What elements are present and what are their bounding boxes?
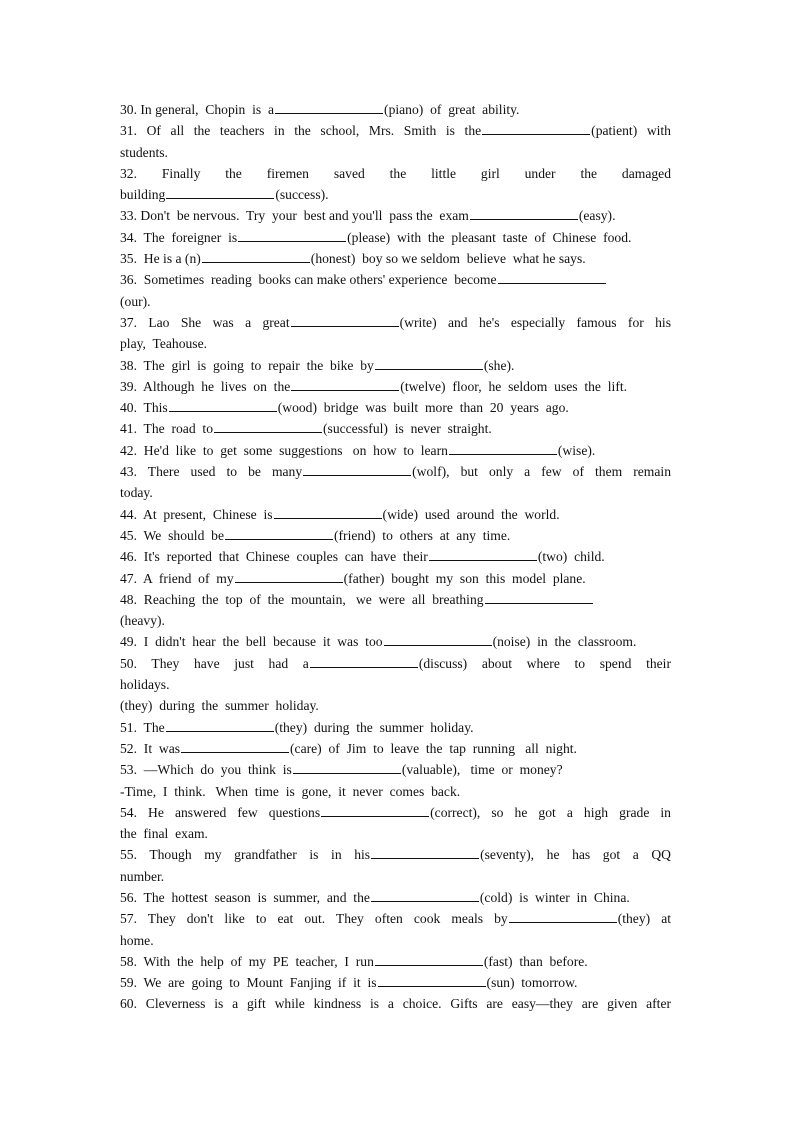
question-text: (easy). — [578, 208, 616, 224]
question-line-q41 — [120, 418, 671, 439]
question-text: students. — [120, 144, 168, 160]
question-line-q49 — [120, 631, 671, 652]
answer-blank[interactable] — [384, 644, 492, 646]
question-line-q32b — [120, 184, 671, 205]
question-text: (discuss) about where to spend their — [418, 655, 671, 671]
question-line-q53b — [120, 781, 671, 802]
question-text: 37. Lao She was a great — [120, 314, 290, 330]
question-line-q59 — [120, 972, 671, 993]
question-text: 48. Reaching the top of the mountain, we were all breathing — [120, 591, 484, 607]
question-line-q44 — [120, 504, 671, 525]
question-line-q43b — [120, 482, 671, 503]
question-line-q36a — [120, 269, 671, 290]
question-text: (successful) is never straight. — [323, 421, 492, 437]
question-text: (our). — [120, 293, 151, 309]
answer-blank[interactable] — [291, 325, 399, 327]
question-line-q50a — [120, 653, 671, 674]
question-text: (twelve) floor, he seldom uses the lift. — [400, 378, 628, 394]
question-text: 46. It's reported that Chinese couples can have their — [120, 549, 428, 565]
question-line-q37b — [120, 333, 671, 354]
question-text: 39. Although he lives on the — [120, 378, 291, 394]
answer-blank[interactable] — [498, 282, 606, 284]
question-text: (friend) to others at any time. — [334, 527, 511, 543]
question-text: 31. Of all the teachers in the school, Mrs. Smith is the — [120, 123, 482, 139]
answer-blank[interactable] — [449, 453, 557, 455]
answer-blank[interactable] — [509, 921, 617, 923]
answer-blank[interactable] — [321, 815, 429, 817]
answer-blank[interactable] — [429, 559, 537, 561]
question-line-q57b — [120, 930, 671, 951]
question-line-q54b — [120, 823, 671, 844]
answer-blank[interactable] — [274, 517, 382, 519]
question-text: 32. Finally the firemen saved the little girl under the damaged — [120, 165, 671, 181]
question-line-q37a — [120, 312, 671, 333]
question-text: home. — [120, 932, 154, 948]
question-text: (wide) used around the world. — [382, 506, 560, 522]
answer-blank[interactable] — [166, 197, 274, 199]
answer-blank[interactable] — [275, 112, 383, 114]
question-text: (she). — [483, 357, 515, 373]
answer-blank[interactable] — [470, 218, 578, 220]
question-text: (wood) bridge was built more than 20 years ago. — [277, 400, 569, 416]
question-text: 35. He is a (n) — [120, 251, 201, 267]
question-line-q51 — [120, 717, 671, 738]
answer-blank[interactable] — [238, 240, 346, 242]
question-text: (they) during the summer holiday. — [120, 698, 319, 714]
question-text: 51. The — [120, 719, 165, 735]
question-line-q57a — [120, 908, 671, 929]
question-text: (please) with the pleasant taste of Chinese food. — [347, 229, 632, 245]
question-text: 58. With the help of my PE teacher, I run — [120, 953, 374, 969]
question-line-q34 — [120, 227, 671, 248]
question-text: (valuable), time or money? — [401, 762, 563, 778]
question-text: (seventy), he has got a QQ — [480, 847, 671, 863]
question-line-q38 — [120, 355, 671, 376]
question-text: 55. Though my grandfather is in his — [120, 847, 371, 863]
answer-blank[interactable] — [181, 751, 289, 753]
question-text: (correct), so he got a high grade in — [430, 804, 671, 820]
question-line-q48b — [120, 610, 671, 631]
question-text: 33. Don't be nervous. Try your best and you'll pass the exam — [120, 208, 469, 224]
question-line-q50c — [120, 695, 671, 716]
question-line-q56 — [120, 887, 671, 908]
question-text: 52. It was — [120, 740, 181, 756]
question-text: (success). — [275, 187, 329, 203]
answer-blank[interactable] — [303, 474, 411, 476]
question-text: 36. Sometimes reading books can make others' experience become — [120, 272, 497, 288]
question-text: (piano) of great ability. — [384, 102, 520, 117]
question-text: 53. —Which do you think is — [120, 762, 292, 778]
question-line-q54a — [120, 802, 671, 823]
answer-blank[interactable] — [293, 772, 401, 774]
question-line-q35 — [120, 248, 671, 269]
question-text: 38. The girl is going to repair the bike by — [120, 357, 374, 373]
question-line-q33 — [120, 205, 671, 226]
answer-blank[interactable] — [375, 964, 483, 966]
question-line-q40 — [120, 397, 671, 418]
question-line-q52 — [120, 738, 671, 759]
question-line-q31a — [120, 120, 671, 141]
answer-blank[interactable] — [375, 368, 483, 370]
answer-blank[interactable] — [225, 538, 333, 540]
question-line-q53a — [120, 759, 671, 780]
question-line-q58 — [120, 951, 671, 972]
question-line-q55b — [120, 866, 671, 887]
question-text: 41. The road to — [120, 421, 213, 437]
question-text: 45. We should be — [120, 527, 224, 543]
question-text: 44. At present, Chinese is — [120, 506, 273, 522]
answer-blank[interactable] — [202, 261, 310, 263]
question-text: (wise). — [557, 442, 596, 458]
question-text: (cold) is winter in China. — [479, 889, 630, 905]
question-text: (patient) with — [591, 123, 671, 139]
question-line-q46 — [120, 546, 671, 567]
question-text: today. — [120, 485, 153, 501]
answer-blank[interactable] — [214, 431, 322, 433]
question-text: (care) of Jim to leave the tap running all night. — [290, 740, 577, 756]
question-text: 49. I didn't hear the bell because it was too — [120, 634, 383, 650]
question-text: 40. This — [120, 400, 168, 416]
question-text: (they) at — [617, 911, 671, 927]
question-text: 56. The hottest season is summer, and the — [120, 889, 370, 905]
question-text: 42. He'd like to get some suggestions on how to learn — [120, 442, 448, 458]
question-text: number. — [120, 868, 165, 884]
question-line-q32a — [120, 163, 671, 184]
question-text: play, Teahouse. — [120, 336, 208, 352]
question-text: 34. The foreigner is — [120, 229, 238, 245]
question-line-q48a — [120, 589, 671, 610]
question-text: 30. In general, Chopin is a — [120, 102, 275, 117]
question-line-q45 — [120, 525, 671, 546]
question-line-q43a — [120, 461, 671, 482]
question-text: the final exam. — [120, 826, 208, 842]
question-text: (sun) tomorrow. — [486, 975, 578, 991]
question-text: (wolf), but only a few of them remain — [412, 464, 671, 480]
question-line-q39 — [120, 376, 671, 397]
question-line-q31b — [120, 142, 671, 163]
question-text: building — [120, 187, 166, 203]
question-text: 43. There used to be many — [120, 464, 303, 480]
answer-blank[interactable] — [371, 900, 479, 902]
question-line-q50b — [120, 674, 671, 695]
question-text: -Time, I think. When time is gone, it never comes back. — [120, 783, 461, 799]
answer-blank[interactable] — [378, 985, 486, 987]
question-text: (write) and he's especially famous for his — [399, 314, 671, 330]
question-line-q60 — [120, 993, 671, 1014]
answer-blank[interactable] — [235, 581, 343, 583]
question-line-q47 — [120, 568, 671, 589]
question-text: (father) bought my son this model plane. — [343, 570, 586, 586]
question-text: holidays. — [120, 677, 170, 693]
question-text: (honest) boy so we seldom believe what he says. — [310, 251, 586, 267]
question-text: 47. A friend of my — [120, 570, 234, 586]
answer-blank[interactable] — [291, 389, 399, 391]
question-text: (fast) than before. — [483, 953, 588, 969]
question-text: (they) during the summer holiday. — [274, 719, 474, 735]
exercise-list — [120, 99, 671, 1015]
question-text: 50. They have just had a — [120, 655, 309, 671]
answer-blank[interactable] — [310, 666, 418, 668]
question-text: 60. Cleverness is a gift while kindness is a choice. Gifts are easy—they are given after — [120, 996, 671, 1012]
question-line-q36b — [120, 291, 671, 312]
answer-blank[interactable] — [371, 857, 479, 859]
question-text: (heavy). — [120, 613, 165, 629]
answer-blank[interactable] — [485, 602, 593, 604]
question-text: (two) child. — [537, 549, 605, 565]
question-line-q55a — [120, 844, 671, 865]
question-text: 54. He answered few questions — [120, 804, 321, 820]
answer-blank[interactable] — [166, 730, 274, 732]
question-text: 57. They don't like to eat out. They often cook meals by — [120, 911, 508, 927]
question-text: (noise) in the classroom. — [492, 634, 637, 650]
question-line-q30 — [120, 99, 671, 120]
answer-blank[interactable] — [482, 133, 590, 135]
question-line-q42 — [120, 440, 671, 461]
answer-blank[interactable] — [169, 410, 277, 412]
question-text: 59. We are going to Mount Fanjing if it is — [120, 975, 377, 991]
